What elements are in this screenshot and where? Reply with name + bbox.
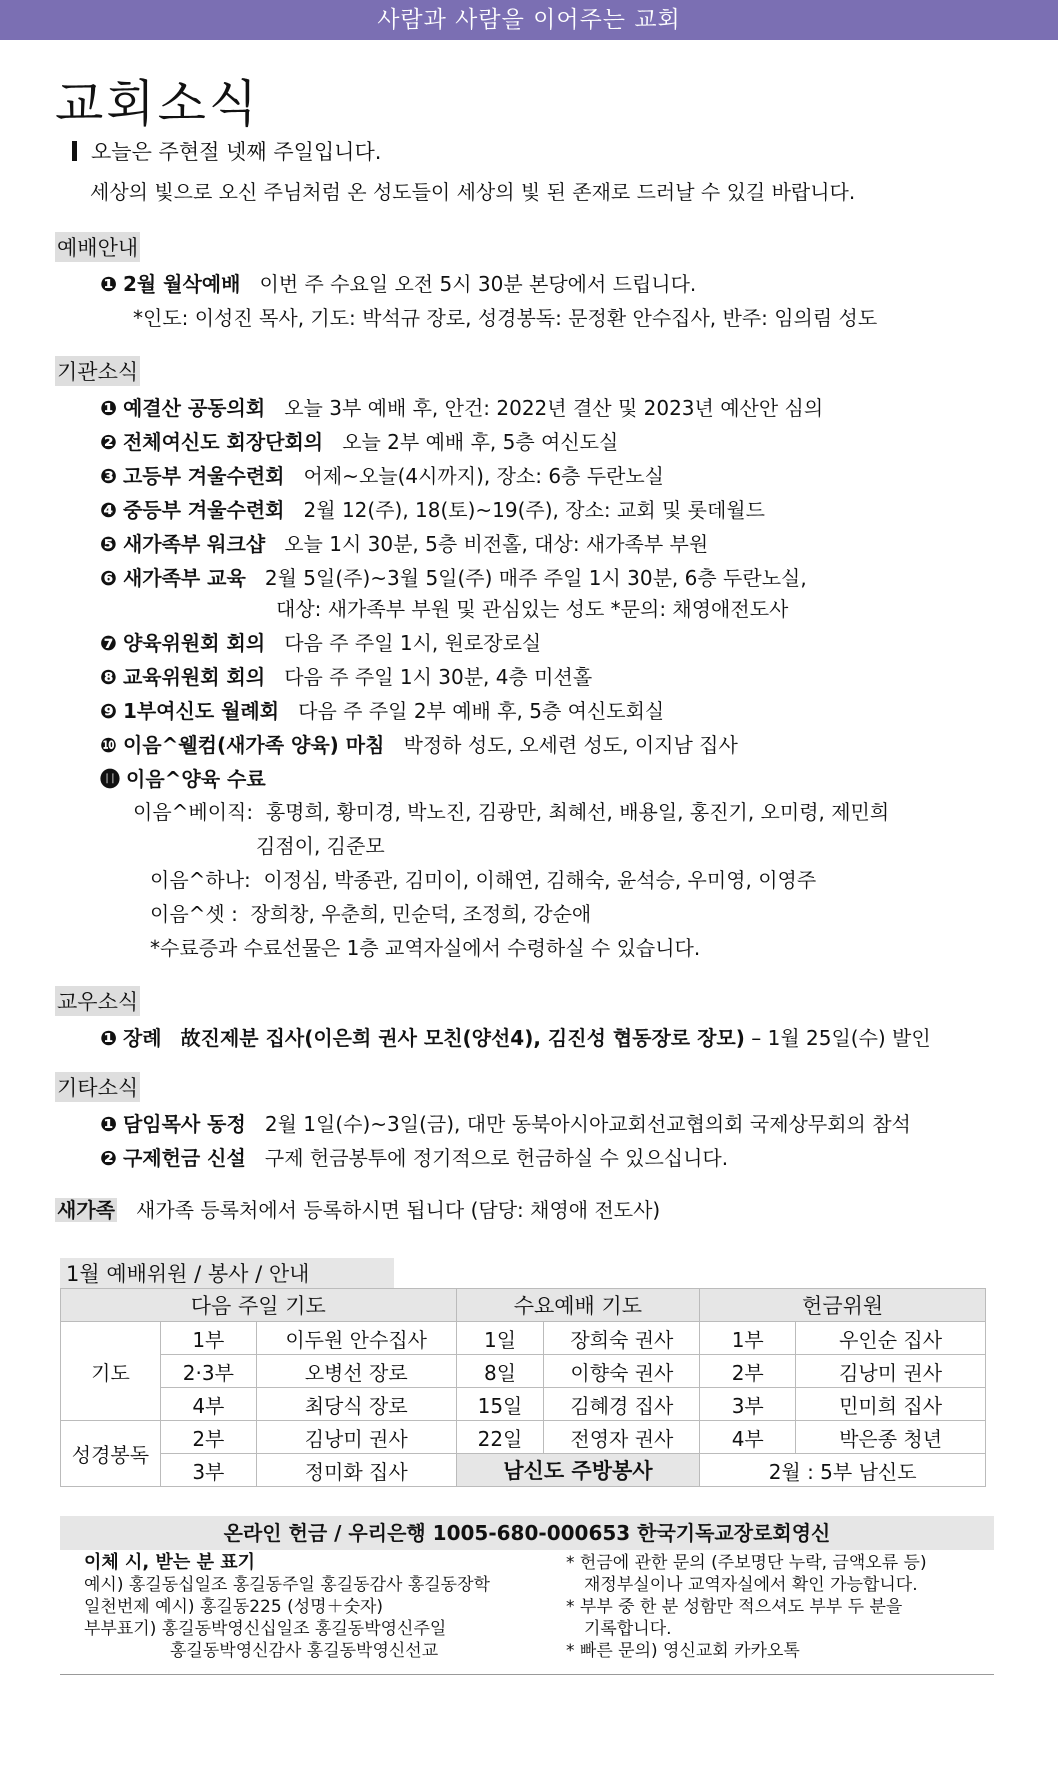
number-badge-icon: ❼	[100, 631, 117, 655]
grad-row	[150, 864, 816, 893]
number-badge-icon: ❿	[100, 733, 117, 757]
worship-note: *인도: 이성진 목사, 기도: 박석규 장로, 성경봉독: 문정환 안수집사, 반주: 임의림 성도	[133, 306, 878, 330]
header-offering: 헌금위원	[700, 1289, 986, 1322]
section-head-org: 기관소식	[55, 356, 140, 386]
org-item-8	[100, 661, 592, 690]
item-title: 중등부 겨울수련회	[122, 498, 285, 522]
org-item-6-continuation: 대상: 새가족부 부원 및 관심있는 성도 *문의: 채영애전도사	[276, 597, 789, 621]
bank-left-line: 이체 시, 받는 분 표기	[84, 1552, 256, 1573]
number-badge-icon: ❺	[100, 532, 117, 556]
newfamily-text: 새가족 등록처에서 등록하시면 됩니다 (담당: 채영애 전도사)	[136, 1198, 661, 1222]
intro-subtext: 세상의 빛으로 오신 주님처럼 온 성도들이 세상의 빛 된 존재로 드러날 수 있길 바랍니다.	[90, 180, 856, 204]
cell: 4부	[700, 1421, 796, 1454]
grad-names: 장희창, 우춘희, 민순덕, 조정희, 강순애	[250, 902, 592, 926]
bank-right-line: * 부부 중 한 분 성함만 적으셔도 부부 두 분을	[566, 1597, 903, 1617]
newfamily-line	[55, 1194, 660, 1223]
cell: 2·3부	[160, 1355, 256, 1388]
cell: 15일	[456, 1388, 544, 1421]
item-text: 2월 12(주), 18(토)~19(주), 장소: 교회 및 롯데월드	[303, 498, 765, 522]
item-title: 예결산 공동의회	[122, 396, 266, 420]
org-item-3	[100, 460, 664, 489]
cell: 장희숙 권사	[544, 1322, 700, 1355]
table-row	[61, 1421, 986, 1454]
org-item-6	[100, 562, 807, 591]
cell: 정미화 집사	[256, 1454, 456, 1487]
item-text-bold: 故진제분 집사(이은희 권사 모친(양선4), 김진성 협동장로 장모)	[180, 1026, 745, 1050]
etc-item-1	[100, 1108, 911, 1137]
item-title: 새가족부 교육	[122, 566, 246, 590]
org-item-1	[100, 392, 823, 421]
header-next-prayer: 다음 주일 기도	[61, 1289, 457, 1322]
cell: 1부	[160, 1322, 256, 1355]
cell: 4부	[160, 1388, 256, 1421]
cell: 김혜경 집사	[544, 1388, 700, 1421]
cell: 2부	[160, 1421, 256, 1454]
top-banner: 사람과 사람을 이어주는 교회	[0, 0, 1058, 40]
item-text: 박정하 성도, 오세련 성도, 이지남 집사	[403, 733, 738, 757]
item-title: 이음^웰컴(새가족 양육) 마침	[122, 733, 385, 757]
item-title: 전체여신도 회장단회의	[122, 430, 324, 454]
cell: 최당식 장로	[256, 1388, 456, 1421]
item-text: 2월 1일(수)~3일(금), 대만 동북아시아교회선교협의회 국제상무회의 참석	[264, 1112, 911, 1136]
item-title: 담임목사 동정	[122, 1112, 246, 1136]
item-text: 오늘 2부 예배 후, 5층 여신도실	[342, 430, 619, 454]
number-badge-icon: ❸	[100, 464, 117, 488]
number-badge-icon: ❷	[100, 430, 117, 454]
roster-title: 1월 예배위원 / 봉사 / 안내	[60, 1258, 394, 1288]
item-title: 새가족부 워크샵	[122, 532, 266, 556]
page-title: 교회소식	[55, 75, 261, 133]
item-text: – 1월 25일(수) 발인	[751, 1026, 931, 1050]
number-badge-icon: ❾	[100, 699, 117, 723]
bank-left-line: 홍길동박영신감사 홍길동박영신선교	[170, 1641, 439, 1661]
grad-note: *수료증과 수료선물은 1층 교역자실에서 수령하실 수 있습니다.	[150, 936, 701, 960]
members-item-1	[100, 1022, 931, 1051]
item-text: 다음 주 주일 1시, 원로장로실	[284, 631, 542, 655]
org-item-11	[100, 763, 285, 792]
bank-left-line: 일천번제 예시) 홍길동225 (성명＋숫자)	[84, 1597, 384, 1617]
item-text: 다음 주 주일 1시 30분, 4층 미션홀	[284, 665, 593, 689]
group-prayer: 기도	[61, 1322, 161, 1421]
grad-row: 김점이, 김준모	[256, 834, 385, 858]
number-badge-icon: ❶	[100, 396, 117, 420]
item-text: 어제~오늘(4시까지), 장소: 6층 두란노실	[303, 464, 665, 488]
kitchen-label: 남신도 주방봉사	[456, 1454, 700, 1487]
cell: 1부	[700, 1322, 796, 1355]
grad-names: 홍명희, 황미경, 박노진, 김광만, 최혜선, 배용일, 홍진기, 오미령, 제민희	[265, 800, 890, 824]
bank-right-line: * 빠른 문의) 영신교회 카카오톡	[566, 1641, 800, 1661]
item-title: 고등부 겨울수련회	[122, 464, 285, 488]
grad-label: 이음^베이직:	[133, 800, 254, 824]
item-title: 2월 월삭예배	[122, 272, 241, 296]
cell: 우인순 집사	[796, 1322, 986, 1355]
section-head-etc: 기타소식	[55, 1072, 140, 1102]
number-badge-icon: ❻	[100, 566, 117, 590]
bank-right-col	[566, 1552, 927, 1662]
item-text: 오늘 1시 30분, 5층 비전홀, 대상: 새가족부 부원	[284, 532, 709, 556]
item-title: 1부여신도 월례회	[122, 699, 280, 723]
org-item-4	[100, 494, 765, 523]
grad-row	[150, 898, 591, 927]
table-row	[61, 1355, 986, 1388]
cell: 김낭미 권사	[796, 1355, 986, 1388]
bank-left-col	[84, 1552, 490, 1662]
number-badge-icon: ❽	[100, 665, 117, 689]
cell: 김낭미 권사	[256, 1421, 456, 1454]
bank-divider	[60, 1674, 994, 1675]
cell: 오병선 장로	[256, 1355, 456, 1388]
item-text: 구제 헌금봉투에 정기적으로 헌금하실 수 있으십니다.	[264, 1146, 729, 1170]
item-text: 오늘 3부 예배 후, 안건: 2022년 결산 및 2023년 예산안 심의	[284, 396, 824, 420]
item-title: 이음^양육 수료	[126, 767, 266, 791]
item-title: 구제헌금 신설	[122, 1146, 246, 1170]
table-row	[61, 1322, 986, 1355]
org-item-10	[100, 729, 738, 758]
group-reading: 성경봉독	[61, 1421, 161, 1487]
bank-right-line: * 헌금에 관한 문의 (주보명단 누락, 금액오류 등)	[566, 1553, 927, 1573]
roster-table	[60, 1288, 986, 1487]
section-head-members: 교우소식	[55, 986, 140, 1016]
org-item-7	[100, 627, 541, 656]
bank-right-line: 기록합니다.	[584, 1619, 672, 1639]
cell: 민미희 집사	[796, 1388, 986, 1421]
grad-names: 이정심, 박종관, 김미이, 이해연, 김해숙, 윤석승, 우미영, 이영주	[263, 868, 817, 892]
worship-item-1	[100, 268, 696, 297]
org-item-5	[100, 528, 708, 557]
number-badge-icon: ❷	[100, 1146, 117, 1170]
item-title: 장례	[122, 1026, 162, 1050]
cell: 이두원 안수집사	[256, 1322, 456, 1355]
cell: 22일	[456, 1421, 544, 1454]
bank-header: 온라인 헌금 / 우리은행 1005-680-000653 한국기독교장로회영신	[60, 1516, 994, 1550]
etc-item-2	[100, 1142, 728, 1171]
item-text: 이번 주 수요일 오전 5시 30분 본당에서 드립니다.	[259, 272, 697, 296]
item-title: 교육위원회 회의	[122, 665, 266, 689]
table-row	[61, 1454, 986, 1487]
number-badge-icon: ❶	[100, 272, 117, 296]
section-head-worship: 예배안내	[55, 232, 140, 262]
bank-left-line: 부부표기) 홍길동박영신십일조 홍길동박영신주일	[84, 1619, 447, 1639]
number-badge-icon: ❹	[100, 498, 117, 522]
grad-label: 이음^하나:	[150, 868, 251, 892]
cell: 박은종 청년	[796, 1421, 986, 1454]
cell: 3부	[160, 1454, 256, 1487]
cell: 2부	[700, 1355, 796, 1388]
item-text: 2월 5일(주)~3월 5일(주) 매주 주일 1시 30분, 6층 두란노실,	[264, 566, 807, 590]
table-row	[61, 1388, 986, 1421]
bar-marker-icon	[72, 141, 77, 161]
header-wed-prayer: 수요예배 기도	[456, 1289, 700, 1322]
item-title: 양육위원회 회의	[122, 631, 266, 655]
cell: 이향숙 권사	[544, 1355, 700, 1388]
org-item-9	[100, 695, 664, 724]
bank-right-line: 재정부실이나 교역자실에서 확인 가능합니다.	[584, 1575, 918, 1595]
org-item-2	[100, 426, 618, 455]
table-row	[61, 1289, 986, 1322]
section-head-newfamily: 새가족	[57, 1198, 115, 1222]
grad-label: 이음^셋 :	[150, 902, 238, 926]
grad-row	[133, 796, 889, 825]
intro-headline-text: 오늘은 주현절 넷째 주일입니다.	[91, 140, 382, 164]
cell: 전영자 권사	[544, 1421, 700, 1454]
intro-headline	[72, 136, 381, 166]
item-text: 다음 주 주일 2부 예배 후, 5층 여신도회실	[298, 699, 665, 723]
cell: 1일	[456, 1322, 544, 1355]
cell: 8일	[456, 1355, 544, 1388]
bank-left-line: 예시) 홍길동십일조 홍길동주일 홍길동감사 홍길동장학	[84, 1575, 490, 1595]
kitchen-value: 2월 : 5부 남신도	[700, 1454, 986, 1487]
cell: 3부	[700, 1388, 796, 1421]
number-badge-icon: ⓫	[100, 767, 120, 791]
number-badge-icon: ❶	[100, 1026, 117, 1050]
number-badge-icon: ❶	[100, 1112, 117, 1136]
